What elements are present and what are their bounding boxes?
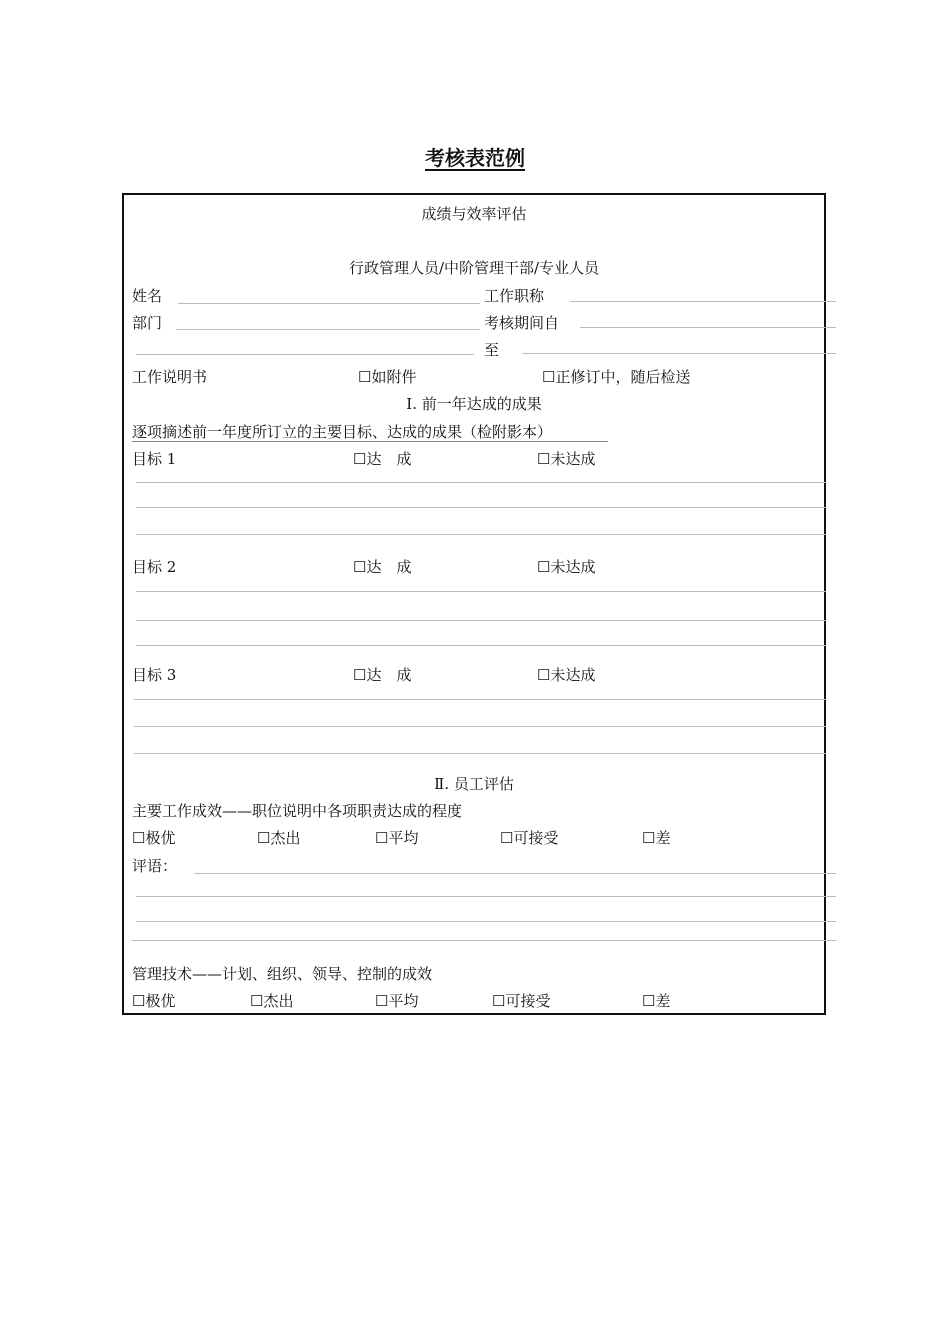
goal-3-line[interactable] (134, 753, 826, 754)
mgmt-rating-outstanding-checkbox[interactable]: ☐杰出 (250, 992, 294, 1010)
mgmt-rating-average-checkbox[interactable]: ☐平均 (375, 992, 419, 1010)
goal-2-line[interactable] (136, 620, 826, 621)
extra-field[interactable] (136, 354, 474, 355)
period-to-field[interactable] (522, 353, 836, 354)
performance-label: 主要工作成效——职位说明中各项职责达成的程度 (132, 802, 463, 820)
management-skills-label: 管理技术——计划、组织、领导、控制的成效 (132, 965, 433, 983)
period-to-label: 至 (484, 341, 500, 359)
rating-poor-checkbox[interactable]: ☐差 (642, 829, 671, 847)
rating-outstanding-checkbox[interactable]: ☐杰出 (257, 829, 301, 847)
comment-line[interactable] (136, 921, 836, 922)
name-field[interactable] (178, 303, 480, 304)
evaluation-form-frame (122, 193, 826, 1015)
rating-acceptable-checkbox[interactable]: ☐可接受 (500, 829, 559, 847)
goal-2-not-achieved-checkbox[interactable]: ☐未达成 (537, 558, 596, 576)
form-heading: 成绩与效率评估 (421, 205, 527, 223)
goal-2-achieved-checkbox[interactable]: ☐达 成 (353, 558, 412, 576)
mgmt-rating-acceptable-checkbox[interactable]: ☐可接受 (492, 992, 551, 1010)
goal-1-line[interactable] (136, 507, 826, 508)
goal-2-line[interactable] (136, 591, 826, 592)
goal-3-not-achieved-checkbox[interactable]: ☐未达成 (537, 666, 596, 684)
goal-3-achieved-checkbox[interactable]: ☐达 成 (353, 666, 412, 684)
job-title-field[interactable] (570, 301, 836, 302)
period-from-label: 考核期间自 (484, 314, 560, 332)
goal-3-line[interactable] (134, 726, 826, 727)
job-desc-attached-checkbox[interactable]: ☐如附件 (358, 368, 417, 386)
section2-title: Ⅱ. 员工评估 (434, 775, 514, 793)
mgmt-rating-poor-checkbox[interactable]: ☐差 (642, 992, 671, 1010)
dept-field[interactable] (176, 329, 480, 330)
comment-line[interactable] (136, 896, 836, 897)
job-desc-label: 工作说明书 (132, 368, 208, 386)
comment-label: 评语： (132, 857, 178, 875)
job-title-label: 工作职称 (484, 287, 545, 305)
comment-line[interactable] (132, 940, 836, 941)
goal-1-not-achieved-checkbox[interactable]: ☐未达成 (537, 450, 596, 468)
instruction-underline (132, 441, 608, 442)
dept-label: 部门 (132, 314, 163, 332)
period-from-field[interactable] (580, 327, 836, 328)
goal-1-label: 目标 1 (132, 450, 177, 468)
rating-excellent-checkbox[interactable]: ☐极优 (132, 829, 176, 847)
section1-title: Ⅰ. 前一年达成的成果 (406, 395, 542, 413)
goal-3-line[interactable] (134, 699, 826, 700)
goal-1-line[interactable] (136, 534, 826, 535)
name-label: 姓名 (132, 287, 163, 305)
goal-1-achieved-checkbox[interactable]: ☐达 成 (353, 450, 412, 468)
section1-instruction: 逐项摘述前一年度所订立的主要目标、达成的成果（检附影本） (132, 423, 553, 441)
comment-line[interactable] (194, 873, 836, 874)
goal-1-line[interactable] (136, 482, 826, 483)
mgmt-rating-excellent-checkbox[interactable]: ☐极优 (132, 992, 176, 1010)
job-desc-revising-checkbox[interactable]: ☐正修订中，随后检送 (542, 368, 691, 386)
goal-2-label: 目标 2 (132, 558, 177, 576)
goal-3-label: 目标 3 (132, 666, 177, 684)
goal-2-line[interactable] (136, 645, 826, 646)
document-title: 考核表范例 (425, 146, 525, 170)
form-subheading: 行政管理人员/中阶管理干部/专业人员 (348, 259, 600, 277)
rating-average-checkbox[interactable]: ☐平均 (375, 829, 419, 847)
